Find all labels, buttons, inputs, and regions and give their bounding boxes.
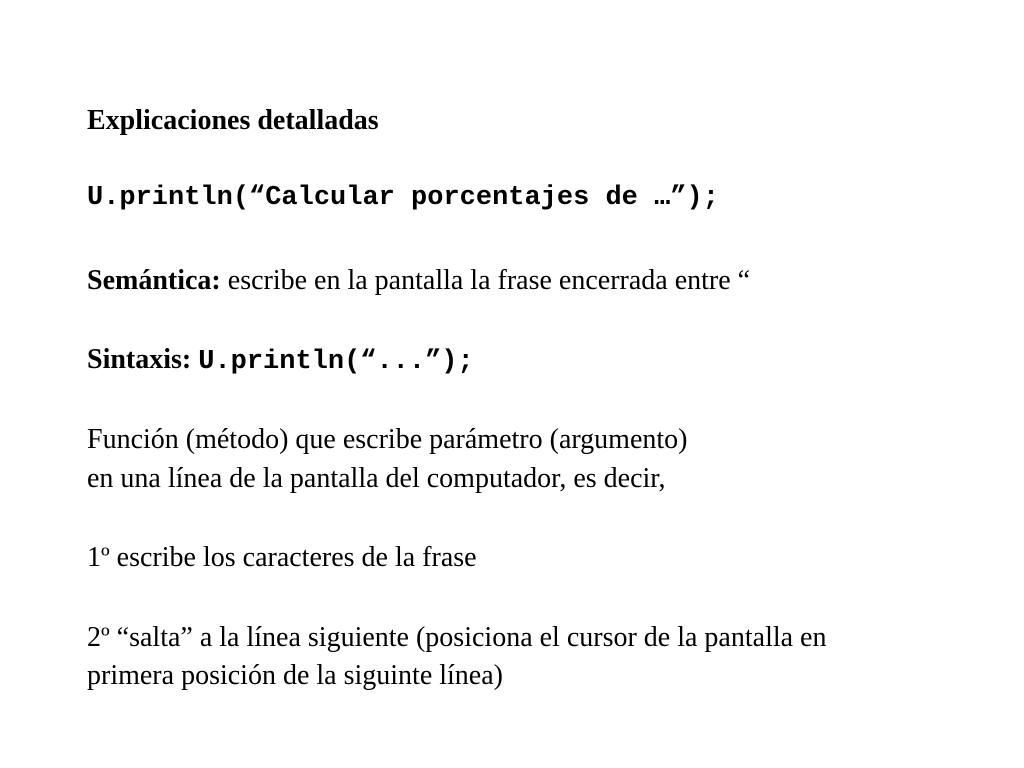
sintaxis-code: U.println(“...”);	[198, 347, 474, 377]
paso-2-line-2: primera posición de la siguinte línea)	[87, 660, 503, 691]
sintaxis-line	[87, 343, 474, 379]
semantica-line	[87, 264, 750, 298]
paso-2-line-1: 2º “salta” a la línea siguiente (posiciona el cursor de la pantalla en	[87, 622, 827, 653]
slide-heading: Explicaciones detalladas	[87, 105, 379, 136]
descripcion-line-1: Función (método) que escribe parámetro (argumento)	[87, 424, 688, 455]
semantica-text: escribe en la pantalla la frase encerrada entre “	[220, 265, 751, 296]
semantica-label: Semántica:	[87, 265, 221, 296]
paso-1: 1º escribe los caracteres de la frase	[87, 542, 477, 573]
code-example: U.println(“Calcular porcentajes de …”);	[87, 183, 719, 213]
descripcion-line-2: en una línea de la pantalla del computador, es decir,	[87, 463, 666, 494]
sintaxis-label: Sintaxis:	[87, 344, 199, 375]
